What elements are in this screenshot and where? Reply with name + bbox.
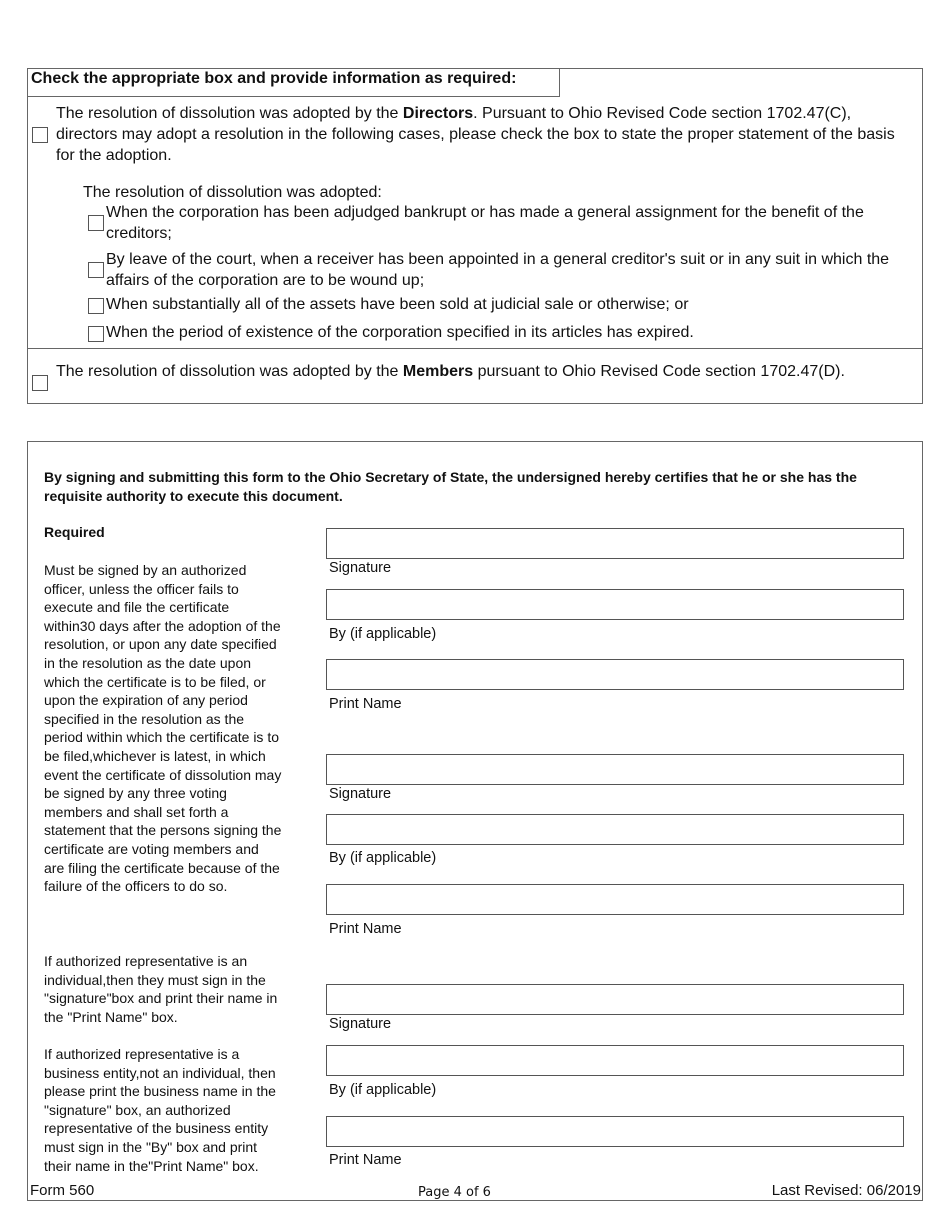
certification-statement: By signing and submitting this form to the Ohio Secretary of State, the undersigned hereby certifies that he or she has the requisite authority to execute this document. (44, 469, 857, 504)
period-expired-checkbox[interactable] (88, 326, 104, 342)
signature-input-1[interactable] (326, 528, 904, 559)
members-text-pre: The resolution of dissolution was adopted by the (56, 363, 403, 380)
directors-statement (56, 103, 911, 166)
receiver-checkbox[interactable] (88, 262, 104, 278)
by-label-1: By (if applicable) (329, 626, 437, 642)
by-input-3[interactable] (326, 1045, 904, 1076)
members-checkbox[interactable] (32, 375, 48, 391)
print-name-label-1: Print Name (329, 696, 402, 712)
option-assets-sold: When substantially all of the assets have been sold at judicial sale or otherwise; or (106, 296, 689, 313)
option-period-expired: When the period of existence of the corporation specified in its articles has expired. (106, 324, 694, 341)
page-number: Page 4 of 6 (418, 1185, 491, 1200)
instructions-individual: If authorized representative is an individual,then they must sign in the "signature"box and print their name in the "Print Name" box. (44, 953, 278, 1025)
print-name-label-2: Print Name (329, 921, 402, 937)
section-divider (28, 348, 922, 349)
bankrupt-checkbox[interactable] (88, 215, 104, 231)
required-label: Required (44, 524, 105, 540)
signature-input-3[interactable] (326, 984, 904, 1015)
last-revised: Last Revised: 06/2019 (771, 1182, 921, 1199)
print-name-input-2[interactable] (326, 884, 904, 915)
signature-section (27, 441, 923, 1201)
signature-label-1: Signature (329, 560, 392, 576)
option-receiver: By leave of the court, when a receiver has been appointed in a general creditor's suit or in any suit in which the affairs of the corporation are to be wound up; (106, 251, 890, 289)
members-statement (56, 361, 846, 382)
section-header: Check the appropriate box and provide information as required: (28, 69, 560, 97)
directors-text-post: . Pursuant to Ohio Revised Code section 1702.47(C), directors may adopt a resolution in the following cases, please check the box to state the proper statement of the basis for the adoption. (56, 105, 895, 164)
members-text-bold: Members (402, 363, 474, 380)
signature-label-2: Signature (329, 786, 392, 802)
by-input-1[interactable] (326, 589, 904, 620)
directors-text-pre: The resolution of dissolution was adopted by the (56, 105, 403, 122)
by-label-3: By (if applicable) (329, 1082, 437, 1098)
print-name-input-1[interactable] (326, 659, 904, 690)
dissolution-basis-section (27, 68, 923, 404)
signature-input-2[interactable] (326, 754, 904, 785)
instructions-business: If authorized representative is a business entity,not an individual, then please print the business name in the "signature" box, an authorized representative of the business entity must sign in the "By" box and print their name in the"Print Name" box. (44, 1046, 276, 1174)
by-label-2: By (if applicable) (329, 850, 437, 866)
members-text-post: pursuant to Ohio Revised Code section 1702.47(D). (473, 363, 845, 380)
instructions-officers: Must be signed by an authorized officer, unless the officer fails to execute and file the certificate within30 days after the adoption of the resolution, or upon any date specified in the resolution as the date upon which the certificate is to be filed, or upon the expiration of any period specified in the resolution as the period within which the certificate is to be filed,whichever is latest, in which event the certificate of dissolution may be signed by any three voting members and shall set forth a statement that the persons signing the certificate are voting members and are filing the certificate because of the failure of the officers to do so. (44, 562, 282, 895)
assets-sold-checkbox[interactable] (88, 298, 104, 314)
directors-text-bold: Directors (402, 105, 474, 122)
by-input-2[interactable] (326, 814, 904, 845)
print-name-input-3[interactable] (326, 1116, 904, 1147)
directors-checkbox[interactable] (32, 127, 48, 143)
signature-label-3: Signature (329, 1016, 392, 1032)
print-name-label-3: Print Name (329, 1152, 402, 1168)
form-number: Form 560 (30, 1182, 95, 1199)
sub-intro: The resolution of dissolution was adopted: (83, 184, 382, 201)
option-bankrupt: When the corporation has been adjudged bankrupt or has made a general assignment for the benefit of the creditors; (106, 204, 864, 242)
